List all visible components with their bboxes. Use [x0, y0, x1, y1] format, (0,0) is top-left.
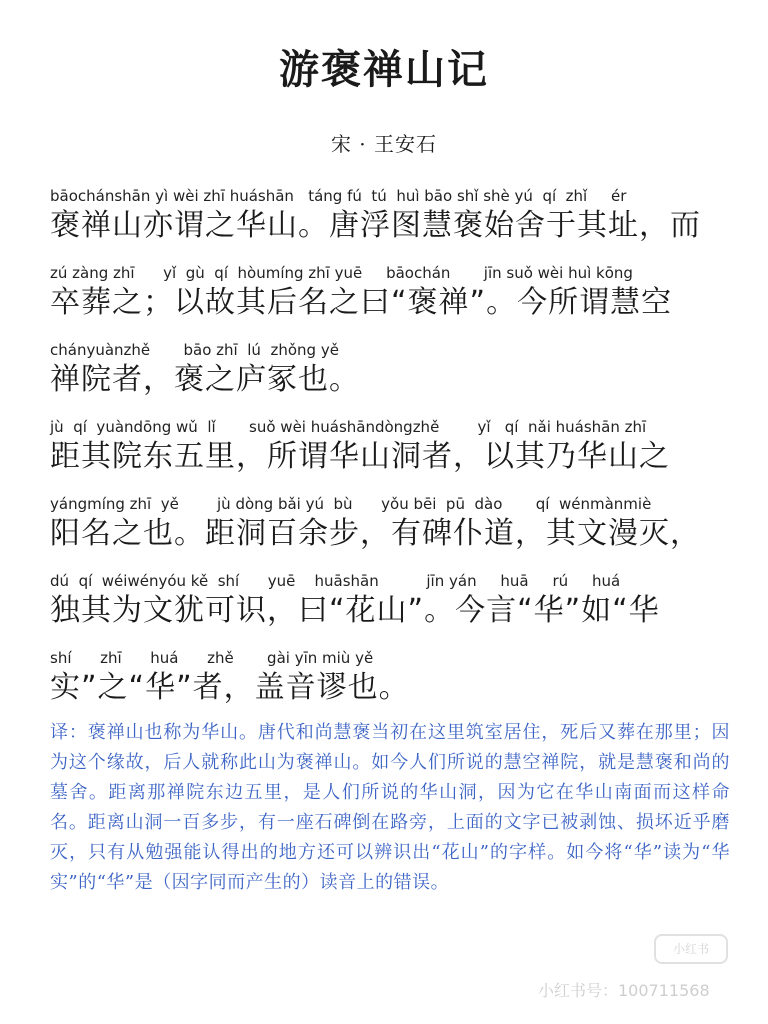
translation-paragraph: 译：褒禅山也称为华山。唐代和尚慧褒当初在这里筑室居住，死后又葬在那里；因为这个缘故，后人就称此山为褒禅山。如今人们所说的慧空禅院，就是慧褒和尚的墓舍。距离那禅院东边五里，是人们所说的华山洞，因为它在华山南面而这样命名。距离山洞一百多步，有一座石碑倒在路旁，上面的文字已被剥蚀、损坏近乎磨灭，只有从勉强能认得出的地方还可以辨识出“花山”的字样。如今将“华”读为“华实”的“华”是（因字同而产生的）读音上的错误。	[50, 722, 730, 893]
poem-line	[50, 263, 730, 340]
hanzi-line: 独其为文犹可识，曰“花山”。今言“华”如“华	[50, 593, 660, 628]
page-title: 游褒禅山记	[279, 47, 489, 93]
poem-line	[50, 648, 730, 725]
poem-line	[50, 571, 730, 648]
poem-body	[50, 186, 730, 725]
pinyin-line: chányuànzhě bāo zhī lú zhǒng yě	[50, 341, 339, 359]
poem-line	[50, 494, 730, 571]
pinyin-line: yángmíng zhī yě jù dòng bǎi yú bù yǒu bēi pū dào qí wénmànmiè	[50, 495, 652, 513]
pinyin-line: jù qí yuàndōng wǔ lǐ suǒ wèi huáshāndòngzhě yǐ qí nǎi huáshān zhī	[50, 418, 647, 436]
author-line: 宋 · 王安石	[330, 132, 438, 156]
watermark-id: 小红书号：100711568	[538, 981, 710, 1000]
poem-line	[50, 417, 730, 494]
watermark-logo: 小红书	[654, 934, 728, 964]
hanzi-line: 禅院者，褒之庐冢也。	[50, 362, 360, 397]
pinyin-line: dú qí wéiwényóu kě shí yuē huāshān jīn yán huā rú huá	[50, 572, 621, 590]
pinyin-line: shí zhī huá zhě gài yīn miù yě	[50, 649, 374, 667]
hanzi-line: 褒禅山亦谓之华山。唐浮图慧褒始舍于其址，而	[50, 208, 701, 243]
hanzi-line: 卒葬之；以故其后名之曰“褒禅”。今所谓慧空	[50, 285, 673, 320]
hanzi-line: 实”之“华”者，盖音谬也。	[50, 670, 410, 705]
hanzi-line: 距其院东五里，所谓华山洞者，以其乃华山之	[50, 439, 670, 474]
pinyin-line: bāochánshān yì wèi zhī huáshān táng fú tú huì bāo shǐ shè yú qí zhǐ ér	[50, 187, 627, 205]
pinyin-line: zú zàng zhī yǐ gù qí hòumíng zhī yuē bāochán jīn suǒ wèi huì kōng	[50, 264, 633, 282]
poem-line	[50, 186, 730, 263]
poem-line	[50, 340, 730, 417]
hanzi-line: 阳名之也。距洞百余步，有碑仆道，其文漫灭，	[50, 516, 701, 551]
